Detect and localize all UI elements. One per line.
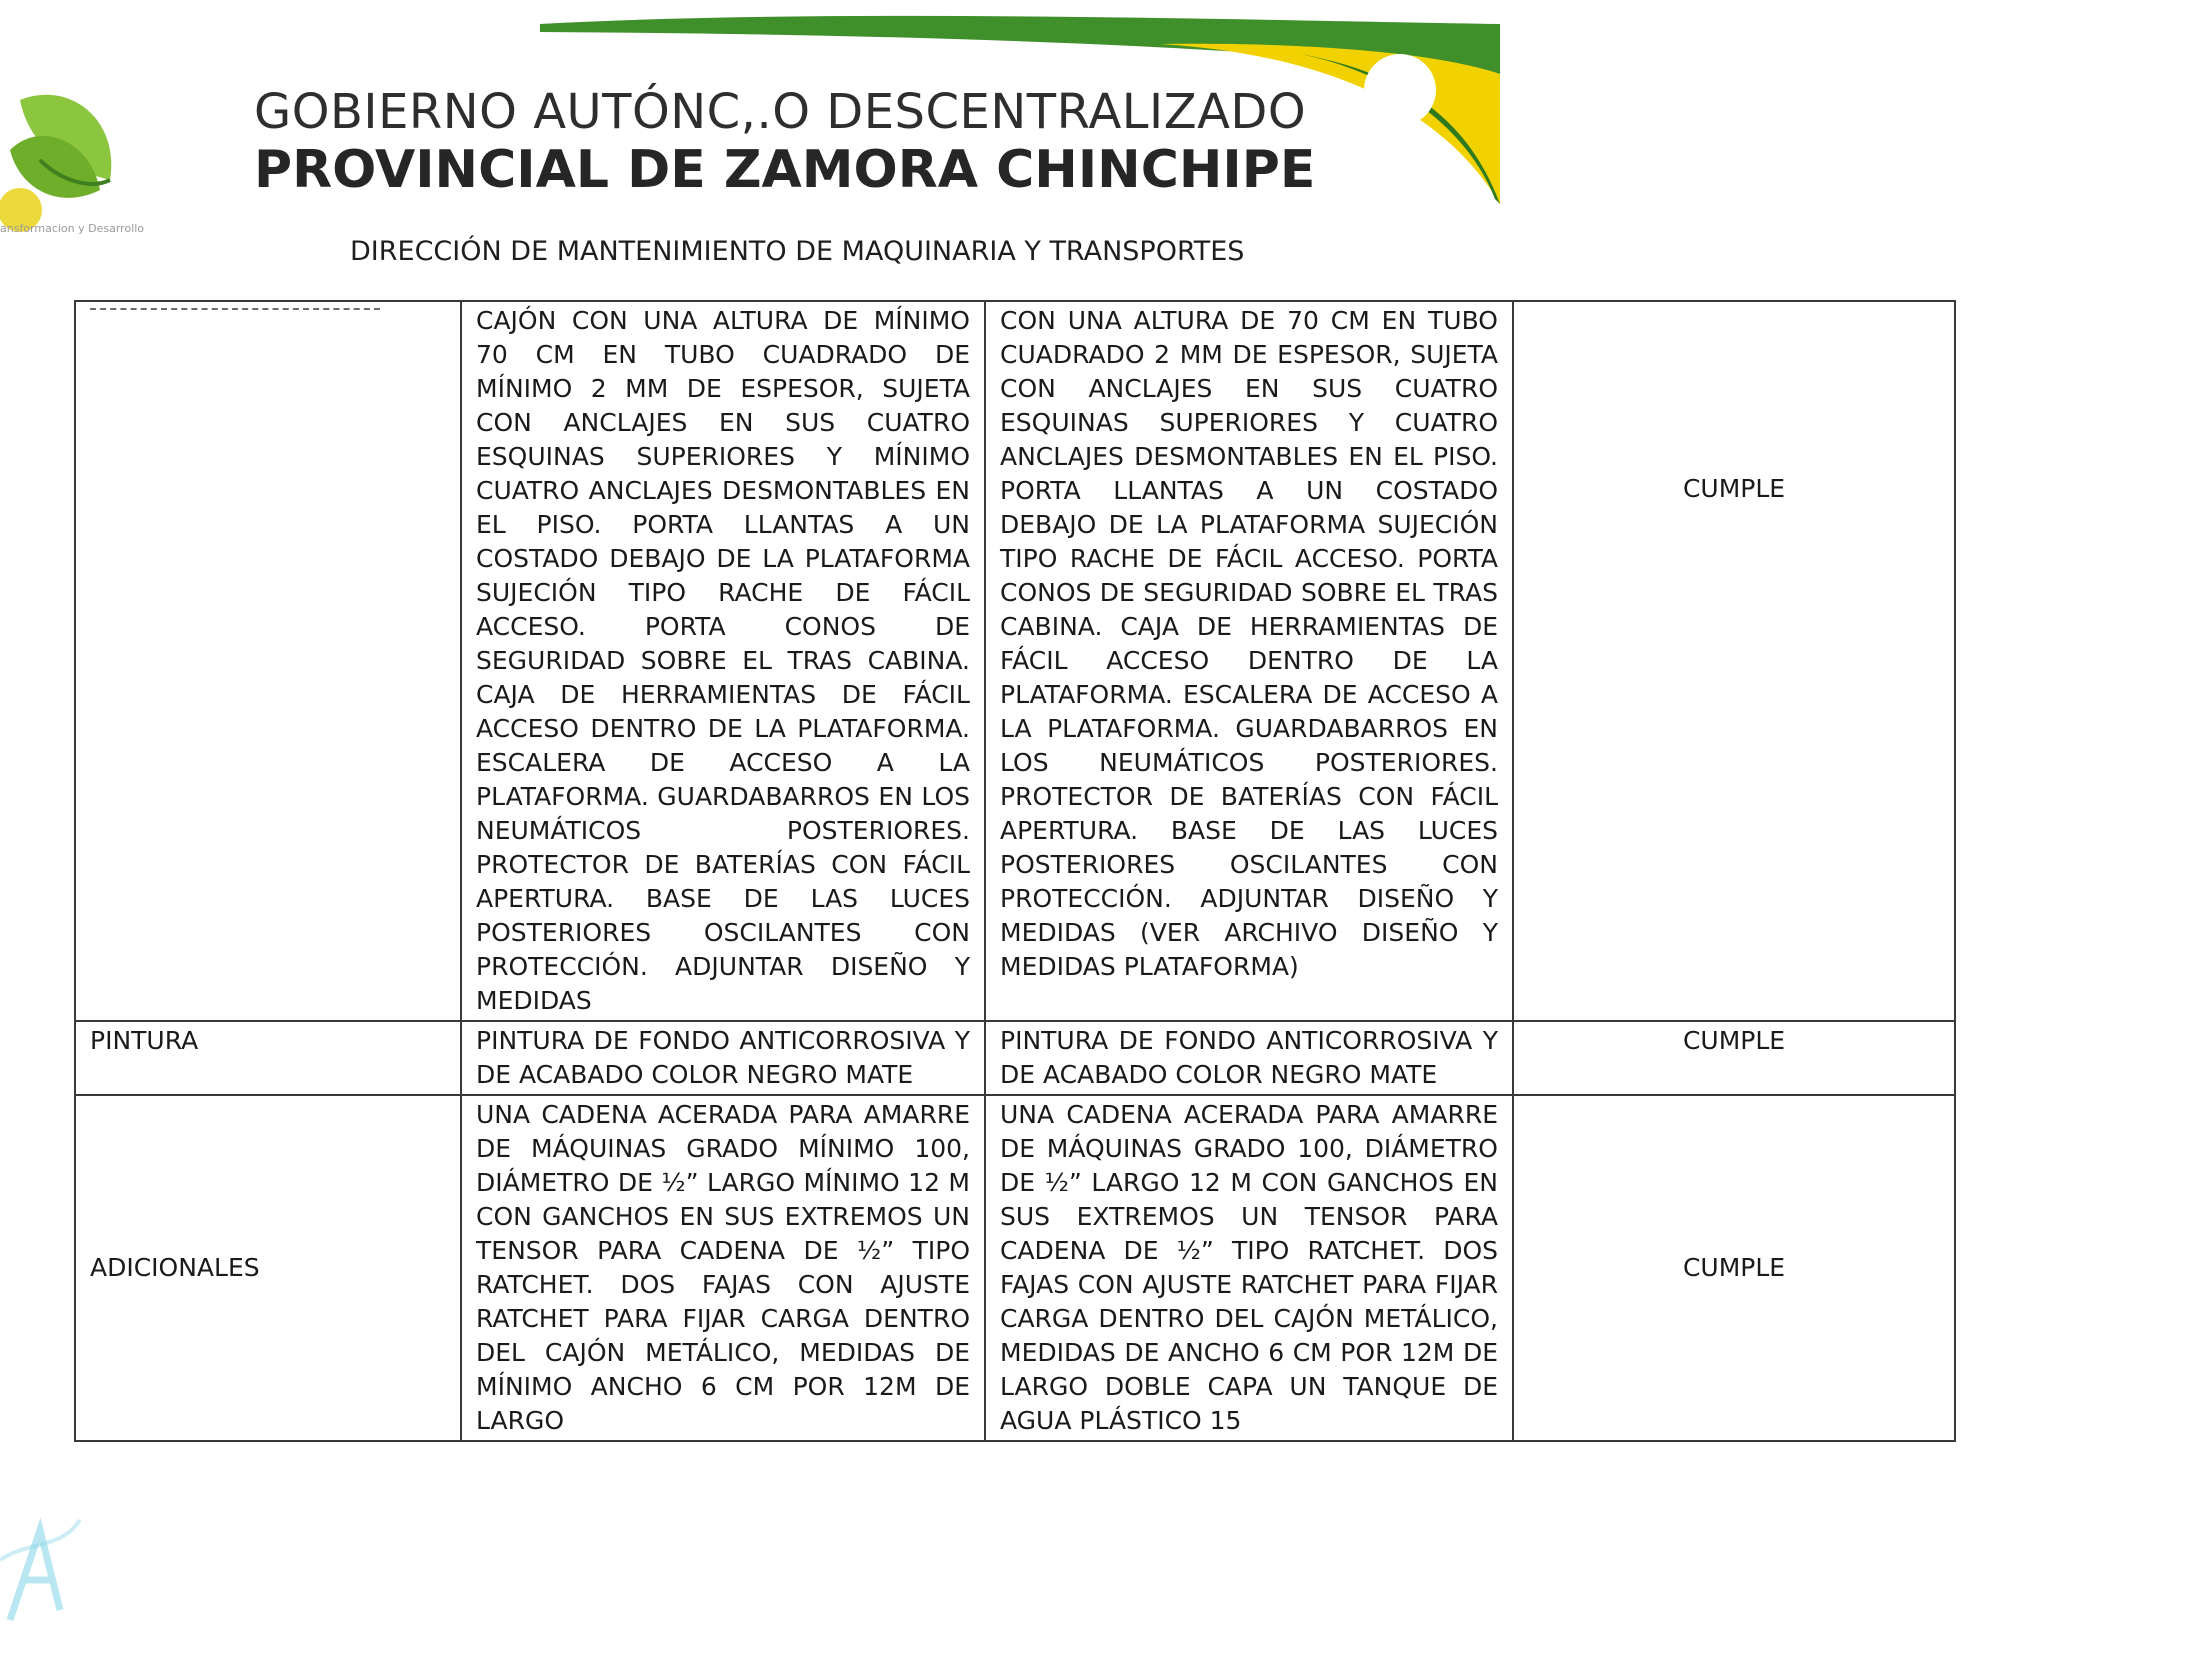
offered-spec-cell: CON UNA ALTURA DE 70 CM EN TUBO CUADRADO 2 MM DE ESPESOR, SUJETA CON ANCLAJES EN SUS CUATRO ESQUINAS SUPERIORES Y CUATRO ANCLAJES DESMONTABLES EN EL PISO. PORTA LLANTAS A UN COSTADO DEBAJO DE LA PLATAFORMA SUJECIÓN TIPO RACHE DE FÁCIL ACCESO. PORTA CONOS DE SEGURIDAD SOBRE EL TRAS CABINA. CAJA DE HERRAMIENTAS DE FÁCIL ACCESO DENTRO DE LA PLATAFORMA. ESCALERA DE ACCESO A LA PLATAFORMA. GUARDABARROS EN LOS NEUMÁTICOS POSTERIORES. PROTECTOR DE BATERÍAS CON FÁCIL APERTURA. BASE DE LAS LUCES POSTERIORES OSCILANTES CON PROTECCIÓN. ADJUNTAR DISEÑO Y MEDIDAS (VER ARCHIVO DISEÑO Y MEDIDAS PLATAFORMA) [985,301,1513,1021]
required-spec-cell: UNA CADENA ACERADA PARA AMARRE DE MÁQUINAS GRADO MÍNIMO 100, DIÁMETRO DE ½” LARGO MÍNIMO 12 M CON GANCHOS EN SUS EXTREMOS UN TENSOR PARA CADENA DE ½” TIPO RATCHET. DOS FAJAS CON AJUSTE RATCHET PARA FIJAR CARGA DENTRO DEL CAJÓN METÁLICO, MEDIDAS DE MÍNIMO ANCHO 6 CM POR 12M DE LARGO [461,1095,985,1441]
stamp-mark-icon [0,1500,90,1640]
status-cell: CUMPLE [1513,301,1955,1021]
row-label-cell: ADICIONALES [75,1095,461,1441]
row-label-cell [75,301,461,1021]
offered-spec-cell: UNA CADENA ACERADA PARA AMARRE DE MÁQUINAS GRADO 100, DIÁMETRO DE ½” LARGO 12 M CON GANCHOS EN SUS EXTREMOS UN TENSOR PARA CADENA DE ½” TIPO RATCHET. DOS FAJAS CON AJUSTE RATCHET PARA FIJAR CARGA DENTRO DEL CAJÓN METÁLICO, MEDIDAS DE ANCHO 6 CM POR 12M DE LARGO DOBLE CAPA UN TANQUE DE AGUA PLÁSTICO 15 [985,1095,1513,1441]
table-row [75,1021,1955,1095]
dashed-rule [90,308,380,310]
logo-tagline: ansformacion y Desarrollo [0,222,145,235]
status-cell: CUMPLE [1513,1095,1955,1441]
gad-logo-icon [0,60,140,240]
spec-table [74,300,1956,1442]
row-label-cell: PINTURA [75,1021,461,1095]
org-name-line2: PROVINCIAL DE ZAMORA CHINCHIPE [254,140,1316,200]
offered-spec-cell: PINTURA DE FONDO ANTICORROSIVA Y DE ACABADO COLOR NEGRO MATE [985,1021,1513,1095]
table-row [75,1095,1955,1441]
status-cell: CUMPLE [1513,1021,1955,1095]
required-spec-cell: PINTURA DE FONDO ANTICORROSIVA Y DE ACABADO COLOR NEGRO MATE [461,1021,985,1095]
table-row [75,301,1955,1021]
org-name-line1: GOBIERNO AUTÓNC,.O DESCENTRALIZADO [254,84,1307,140]
required-spec-cell: CAJÓN CON UNA ALTURA DE MÍNIMO 70 CM EN TUBO CUADRADO DE MÍNIMO 2 MM DE ESPESOR, SUJETA CON ANCLAJES EN SUS CUATRO ESQUINAS SUPERIORES Y MÍNIMO CUATRO ANCLAJES DESMONTABLES EN EL PISO. PORTA LLANTAS A UN COSTADO DEBAJO DE LA PLATAFORMA SUJECIÓN TIPO RACHE DE FÁCIL ACCESO. PORTA CONOS DE SEGURIDAD SOBRE EL TRAS CABINA. CAJA DE HERRAMIENTAS DE FÁCIL ACCESO DENTRO DE LA PLATAFORMA. ESCALERA DE ACCESO A LA PLATAFORMA. GUARDABARROS EN LOS NEUMÁTICOS POSTERIORES. PROTECTOR DE BATERÍAS CON FÁCIL APERTURA. BASE DE LAS LUCES POSTERIORES OSCILANTES CON PROTECCIÓN. ADJUNTAR DISEÑO Y MEDIDAS [461,301,985,1021]
department-title: DIRECCIÓN DE MANTENIMIENTO DE MAQUINARIA Y TRANSPORTES [350,236,1245,267]
